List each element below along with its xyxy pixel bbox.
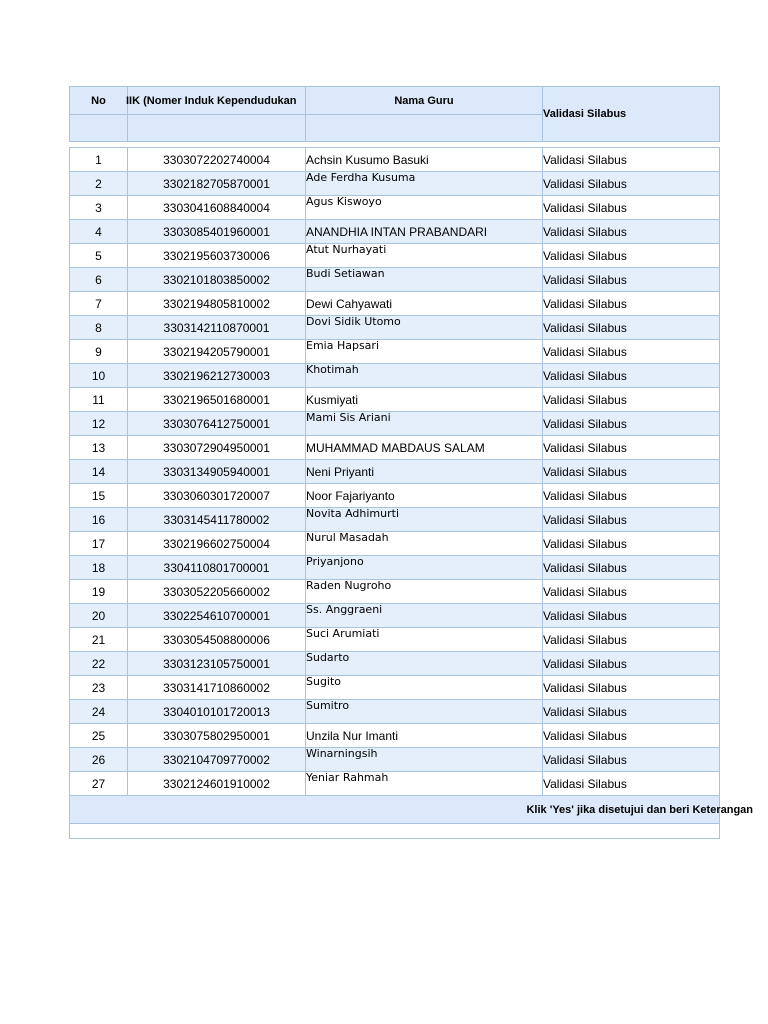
cell-nik: 3303076412750001 — [128, 412, 306, 436]
cell-nik: 3303054508800006 — [128, 628, 306, 652]
nama-guru-text: Ss. Anggraeni — [306, 602, 383, 616]
cell-no: 11 — [70, 388, 128, 412]
nama-guru-text: Khotimah — [306, 362, 359, 376]
table-row — [70, 412, 720, 436]
cell-nik: 3302101803850002 — [128, 268, 306, 292]
cell-no: 17 — [70, 532, 128, 556]
cell-nik: 3303134905940001 — [128, 460, 306, 484]
nama-guru-text: Raden Nugroho — [306, 578, 392, 592]
cell-nik: 3303072904950001 — [128, 436, 306, 460]
cell-no: 18 — [70, 556, 128, 580]
nama-guru-text: Suci Arumiati — [306, 626, 380, 640]
cell-nama-guru — [306, 196, 543, 220]
table-row — [70, 340, 720, 364]
cell-no: 15 — [70, 484, 128, 508]
silabus-validation-sheet — [69, 86, 753, 839]
nama-guru-text: Sugito — [306, 674, 342, 688]
table-row — [70, 220, 720, 244]
cell-validasi[interactable]: Validasi Silabus — [543, 220, 720, 244]
cell-nik: 3303142110870001 — [128, 316, 306, 340]
cell-no: 27 — [70, 772, 128, 796]
cell-validasi[interactable]: Validasi Silabus — [543, 268, 720, 292]
header-no-sub — [70, 115, 128, 142]
footer-note — [70, 796, 753, 824]
cell-no: 10 — [70, 364, 128, 388]
cell-nama-guru — [306, 436, 543, 460]
cell-no: 19 — [70, 580, 128, 604]
header-nik-sub — [128, 115, 306, 142]
cell-nama-guru — [306, 748, 543, 772]
cell-nama-guru — [306, 508, 543, 532]
cell-nama-guru — [306, 148, 543, 172]
cell-no: 12 — [70, 412, 128, 436]
cell-nik: 3303072202740004 — [128, 148, 306, 172]
cell-nama-guru — [306, 172, 543, 196]
header-nama-guru: Nama Guru — [306, 87, 543, 115]
cell-no: 2 — [70, 172, 128, 196]
cell-no: 8 — [70, 316, 128, 340]
cell-validasi[interactable]: Validasi Silabus — [543, 556, 720, 580]
nama-guru-text: Kusmiyati — [306, 392, 359, 407]
cell-nama-guru — [306, 772, 543, 796]
nama-guru-text: Winarningsih — [306, 746, 378, 760]
table-row — [70, 316, 720, 340]
nama-guru-text: Dovi Sidik Utomo — [306, 314, 401, 328]
cell-nama-guru — [306, 652, 543, 676]
cell-no: 3 — [70, 196, 128, 220]
cell-nama-guru — [306, 388, 543, 412]
cell-nama-guru — [306, 628, 543, 652]
table-row — [70, 532, 720, 556]
cell-nik: 3303041608840004 — [128, 196, 306, 220]
header-nik: IIK (Nomer Induk Kependudukan — [128, 87, 306, 115]
cell-validasi[interactable]: Validasi Silabus — [543, 700, 720, 724]
header-no: No — [70, 87, 128, 115]
cell-nik: 3302196501680001 — [128, 388, 306, 412]
table-row — [70, 604, 720, 628]
header-nama-sub — [306, 115, 543, 142]
cell-no: 24 — [70, 700, 128, 724]
nama-guru-text: Achsin Kusumo Basuki — [306, 152, 429, 167]
table-row — [70, 268, 720, 292]
table-row — [70, 556, 720, 580]
nama-guru-text: ANANDHIA INTAN PRABANDARI — [306, 224, 488, 239]
cell-validasi[interactable]: Validasi Silabus — [543, 460, 720, 484]
cell-nik: 3303085401960001 — [128, 220, 306, 244]
cell-no: 1 — [70, 148, 128, 172]
cell-nama-guru — [306, 364, 543, 388]
cell-validasi[interactable]: Validasi Silabus — [543, 340, 720, 364]
cell-nik: 3302104709770002 — [128, 748, 306, 772]
nama-guru-text: Agus Kiswoyo — [306, 194, 382, 208]
nama-guru-text: MUHAMMAD MABDAUS SALAM — [306, 440, 485, 455]
cell-validasi[interactable]: Validasi Silabus — [543, 748, 720, 772]
cell-nik: 3302124601910002 — [128, 772, 306, 796]
cell-nik: 3303145411780002 — [128, 508, 306, 532]
nama-guru-text: Neni Priyanti — [306, 464, 375, 479]
cell-nik: 3302254610700001 — [128, 604, 306, 628]
nama-guru-text: Unzila Nur Imanti — [306, 728, 399, 743]
cell-validasi[interactable]: Validasi Silabus — [543, 148, 720, 172]
cell-nama-guru — [306, 484, 543, 508]
cell-no: 25 — [70, 724, 128, 748]
nama-guru-text: Nurul Masadah — [306, 530, 389, 544]
cell-validasi[interactable]: Validasi Silabus — [543, 676, 720, 700]
cell-nik: 3302194205790001 — [128, 340, 306, 364]
cell-nik: 3302182705870001 — [128, 172, 306, 196]
cell-nama-guru — [306, 604, 543, 628]
cell-no: 4 — [70, 220, 128, 244]
cell-nama-guru — [306, 460, 543, 484]
table-row — [70, 700, 720, 724]
table-row — [70, 652, 720, 676]
cell-validasi[interactable]: Validasi Silabus — [543, 364, 720, 388]
cell-nik: 3302194805810002 — [128, 292, 306, 316]
teacher-table — [69, 86, 753, 839]
table-row — [70, 628, 720, 652]
cell-nik: 3302196602750004 — [128, 532, 306, 556]
header-validasi: Validasi Silabus — [543, 87, 720, 142]
cell-no: 13 — [70, 436, 128, 460]
cell-nama-guru — [306, 580, 543, 604]
nama-guru-text: Sudarto — [306, 650, 350, 664]
cell-nik: 3304010101720013 — [128, 700, 306, 724]
table-row — [70, 772, 720, 796]
cell-validasi[interactable]: Validasi Silabus — [543, 532, 720, 556]
cell-no: 6 — [70, 268, 128, 292]
cell-validasi[interactable]: Validasi Silabus — [543, 436, 720, 460]
cell-validasi[interactable]: Validasi Silabus — [543, 484, 720, 508]
nama-guru-text: Novita Adhimurti — [306, 506, 399, 520]
nama-guru-text: Yeniar Rahmah — [306, 770, 389, 784]
table-row — [70, 172, 720, 196]
cell-nik: 3303052205660002 — [128, 580, 306, 604]
nama-guru-text: Priyanjono — [306, 554, 364, 568]
cell-nama-guru — [306, 676, 543, 700]
table-row — [70, 748, 720, 772]
cell-validasi[interactable]: Validasi Silabus — [543, 652, 720, 676]
cell-validasi[interactable]: Validasi Silabus — [543, 604, 720, 628]
cell-no: 22 — [70, 652, 128, 676]
cell-validasi[interactable]: Validasi Silabus — [543, 724, 720, 748]
nama-guru-text: Emia Hapsari — [306, 338, 380, 352]
cell-no: 26 — [70, 748, 128, 772]
cell-no: 21 — [70, 628, 128, 652]
table-row — [70, 388, 720, 412]
nama-guru-text: Ade Ferdha Kusuma — [306, 170, 416, 184]
cell-nama-guru — [306, 292, 543, 316]
cell-validasi[interactable]: Validasi Silabus — [543, 172, 720, 196]
table-row — [70, 364, 720, 388]
cell-validasi[interactable]: Validasi Silabus — [543, 196, 720, 220]
cell-validasi[interactable]: Validasi Silabus — [543, 580, 720, 604]
cell-nama-guru — [306, 412, 543, 436]
nama-guru-text: Dewi Cahyawati — [306, 296, 393, 311]
table-row — [70, 508, 720, 532]
cell-nama-guru — [306, 244, 543, 268]
table-row — [70, 196, 720, 220]
cell-no: 9 — [70, 340, 128, 364]
cell-no: 7 — [70, 292, 128, 316]
cell-nama-guru — [306, 268, 543, 292]
table-row — [70, 460, 720, 484]
table-row — [70, 244, 720, 268]
cell-nama-guru — [306, 220, 543, 244]
cell-validasi[interactable]: Validasi Silabus — [543, 628, 720, 652]
cell-validasi[interactable]: Validasi Silabus — [543, 772, 720, 796]
cell-no: 20 — [70, 604, 128, 628]
nama-guru-text: Sumitro — [306, 698, 350, 712]
table-row — [70, 724, 720, 748]
cell-validasi[interactable]: Validasi Silabus — [543, 508, 720, 532]
cell-nik: 3303075802950001 — [128, 724, 306, 748]
table-row — [70, 148, 720, 172]
cell-nama-guru — [306, 316, 543, 340]
table-row — [70, 580, 720, 604]
cell-validasi[interactable]: Validasi Silabus — [543, 292, 720, 316]
cell-nik: 3304110801700001 — [128, 556, 306, 580]
cell-no: 23 — [70, 676, 128, 700]
nama-guru-text: Noor Fajariyanto — [306, 488, 395, 503]
table-row — [70, 484, 720, 508]
cell-nik: 3302195603730006 — [128, 244, 306, 268]
table-body — [70, 142, 720, 796]
cell-nik: 3303141710860002 — [128, 676, 306, 700]
cell-no: 16 — [70, 508, 128, 532]
cell-nama-guru — [306, 700, 543, 724]
cell-validasi[interactable]: Validasi Silabus — [543, 316, 720, 340]
table-row — [70, 436, 720, 460]
cell-nik: 3302196212730003 — [128, 364, 306, 388]
cell-validasi[interactable]: Validasi Silabus — [543, 244, 720, 268]
cell-nama-guru — [306, 340, 543, 364]
table-row — [70, 676, 720, 700]
nama-guru-text: Budi Setiawan — [306, 266, 385, 280]
cell-nik: 3303060301720007 — [128, 484, 306, 508]
cell-nik: 3303123105750001 — [128, 652, 306, 676]
footer-note-text: Klik 'Yes' jika disetujui dan beri Keterangan — [526, 803, 753, 816]
cell-nama-guru — [306, 532, 543, 556]
nama-guru-text: Atut Nurhayati — [306, 242, 387, 256]
cell-nama-guru — [306, 724, 543, 748]
cell-no: 14 — [70, 460, 128, 484]
nama-guru-text: Mami Sis Ariani — [306, 410, 391, 424]
table-row — [70, 292, 720, 316]
cell-no: 5 — [70, 244, 128, 268]
cell-validasi[interactable]: Validasi Silabus — [543, 388, 720, 412]
cell-nama-guru — [306, 556, 543, 580]
cell-validasi[interactable]: Validasi Silabus — [543, 412, 720, 436]
blank-row — [70, 824, 720, 839]
